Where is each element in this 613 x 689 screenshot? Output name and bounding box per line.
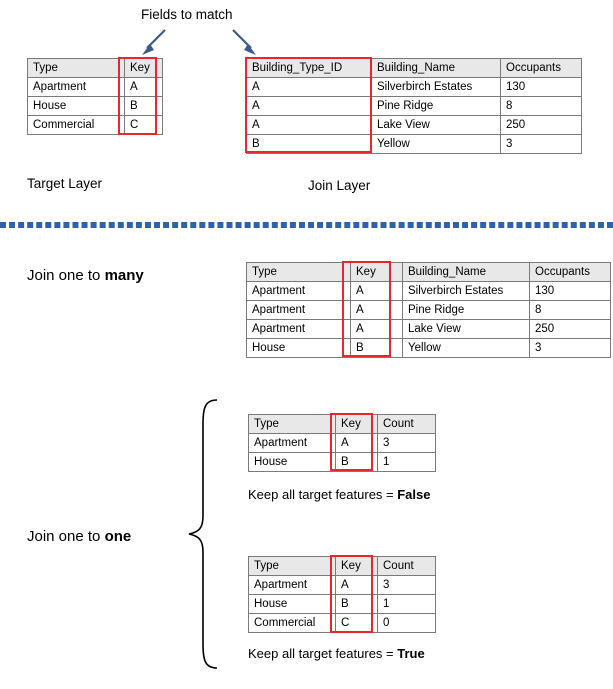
table-row [247, 320, 611, 339]
column-header-occupants: Occupants [501, 59, 582, 78]
target-layer-table-wrap [27, 58, 163, 135]
cell-key: A [336, 434, 378, 453]
cell-key: A [351, 282, 403, 301]
curly-brace [185, 398, 225, 670]
cell-type: Apartment [249, 434, 336, 453]
table-row [247, 301, 611, 320]
arrow-to-join-key [225, 28, 265, 58]
table-row [249, 614, 436, 633]
cell-type: House [28, 97, 125, 116]
column-header-type: Type [28, 59, 125, 78]
column-header-key: Key [125, 59, 163, 78]
cell-occupants: 250 [501, 116, 582, 135]
join-one-to-many-prefix: Join one to [27, 267, 105, 284]
cell-count: 3 [378, 576, 436, 595]
table-row [247, 97, 582, 116]
cell-key: C [336, 614, 378, 633]
cell-type: Commercial [249, 614, 336, 633]
join-one-to-many-label [27, 267, 144, 284]
cell-building-name: Yellow [372, 135, 501, 154]
table-header-row [249, 557, 436, 576]
keep-false-caption [248, 487, 430, 502]
column-header-building-name: Building_Name [403, 263, 530, 282]
column-header-building-type-id: Building_Type_ID [247, 59, 372, 78]
cell-key: C [125, 116, 163, 135]
table-header-row [247, 263, 611, 282]
table-row [249, 595, 436, 614]
cell-building-name: Silverbirch Estates [403, 282, 530, 301]
column-header-key: Key [336, 557, 378, 576]
column-header-occupants: Occupants [530, 263, 611, 282]
target-layer-table [27, 58, 163, 135]
table-header-row [28, 59, 163, 78]
table-header-row [249, 415, 436, 434]
cell-building-type-id: B [247, 135, 372, 154]
table-row [249, 576, 436, 595]
cell-building-type-id: A [247, 97, 372, 116]
cell-count: 1 [378, 453, 436, 472]
cell-key: B [125, 97, 163, 116]
fields-to-match-label: Fields to match [141, 7, 233, 22]
cell-key: A [125, 78, 163, 97]
cell-building-name: Pine Ridge [403, 301, 530, 320]
table-row [247, 116, 582, 135]
cell-type: Apartment [247, 320, 351, 339]
cell-building-name: Lake View [403, 320, 530, 339]
cell-type: Apartment [247, 301, 351, 320]
table-row [247, 339, 611, 358]
cell-occupants: 3 [501, 135, 582, 154]
arrow-to-target-key [140, 28, 180, 58]
table-row [247, 78, 582, 97]
cell-key: A [351, 301, 403, 320]
cell-occupants: 3 [530, 339, 611, 358]
table-row [247, 135, 582, 154]
cell-type: Apartment [28, 78, 125, 97]
section-divider [0, 222, 613, 228]
cell-building-name: Yellow [403, 339, 530, 358]
table-row [249, 453, 436, 472]
cell-key: B [336, 595, 378, 614]
table-row [28, 78, 163, 97]
cell-type: House [249, 595, 336, 614]
cell-occupants: 130 [530, 282, 611, 301]
table-header-row [247, 59, 582, 78]
keep-true-value: True [397, 646, 425, 661]
keep-false-prefix: Keep all target features = [248, 487, 398, 502]
column-header-count: Count [378, 557, 436, 576]
cell-key: A [336, 576, 378, 595]
cell-count: 1 [378, 595, 436, 614]
cell-type: Apartment [249, 576, 336, 595]
cell-building-name: Lake View [372, 116, 501, 135]
cell-count: 0 [378, 614, 436, 633]
join-layer-label: Join Layer [308, 178, 371, 193]
join-one-to-one-emph: one [104, 528, 132, 545]
cell-building-type-id: A [247, 78, 372, 97]
column-header-type: Type [247, 263, 351, 282]
table-row [28, 97, 163, 116]
one-to-many-table-wrap [246, 262, 611, 358]
cell-key: B [336, 453, 378, 472]
keep-false-value: False [397, 487, 431, 502]
keep-true-prefix: Keep all target features = [248, 646, 398, 661]
one-to-many-table [246, 262, 611, 358]
cell-occupants: 130 [501, 78, 582, 97]
join-one-to-one-prefix: Join one to [27, 528, 105, 545]
cell-type: Apartment [247, 282, 351, 301]
join-layer-table [246, 58, 582, 154]
cell-key: B [351, 339, 403, 358]
table-row [249, 434, 436, 453]
cell-occupants: 8 [501, 97, 582, 116]
column-header-type: Type [249, 415, 336, 434]
column-header-key: Key [336, 415, 378, 434]
cell-type: House [249, 453, 336, 472]
one-to-one-false-table-wrap [248, 414, 436, 472]
one-to-one-true-table-wrap [248, 556, 436, 633]
column-header-key: Key [351, 263, 403, 282]
one-to-one-true-table [248, 556, 436, 633]
table-row [247, 282, 611, 301]
join-layer-table-wrap [246, 58, 582, 154]
column-header-count: Count [378, 415, 436, 434]
join-one-to-one-label [27, 528, 131, 545]
cell-occupants: 250 [530, 320, 611, 339]
cell-count: 3 [378, 434, 436, 453]
cell-occupants: 8 [530, 301, 611, 320]
cell-building-name: Silverbirch Estates [372, 78, 501, 97]
column-header-building-name: Building_Name [372, 59, 501, 78]
cell-type: House [247, 339, 351, 358]
join-one-to-many-emph: many [104, 267, 144, 284]
cell-building-type-id: A [247, 116, 372, 135]
column-header-type: Type [249, 557, 336, 576]
one-to-one-false-table [248, 414, 436, 472]
cell-type: Commercial [28, 116, 125, 135]
table-row [28, 116, 163, 135]
cell-building-name: Pine Ridge [372, 97, 501, 116]
cell-key: A [351, 320, 403, 339]
keep-true-caption [248, 646, 425, 661]
target-layer-label: Target Layer [27, 176, 103, 191]
